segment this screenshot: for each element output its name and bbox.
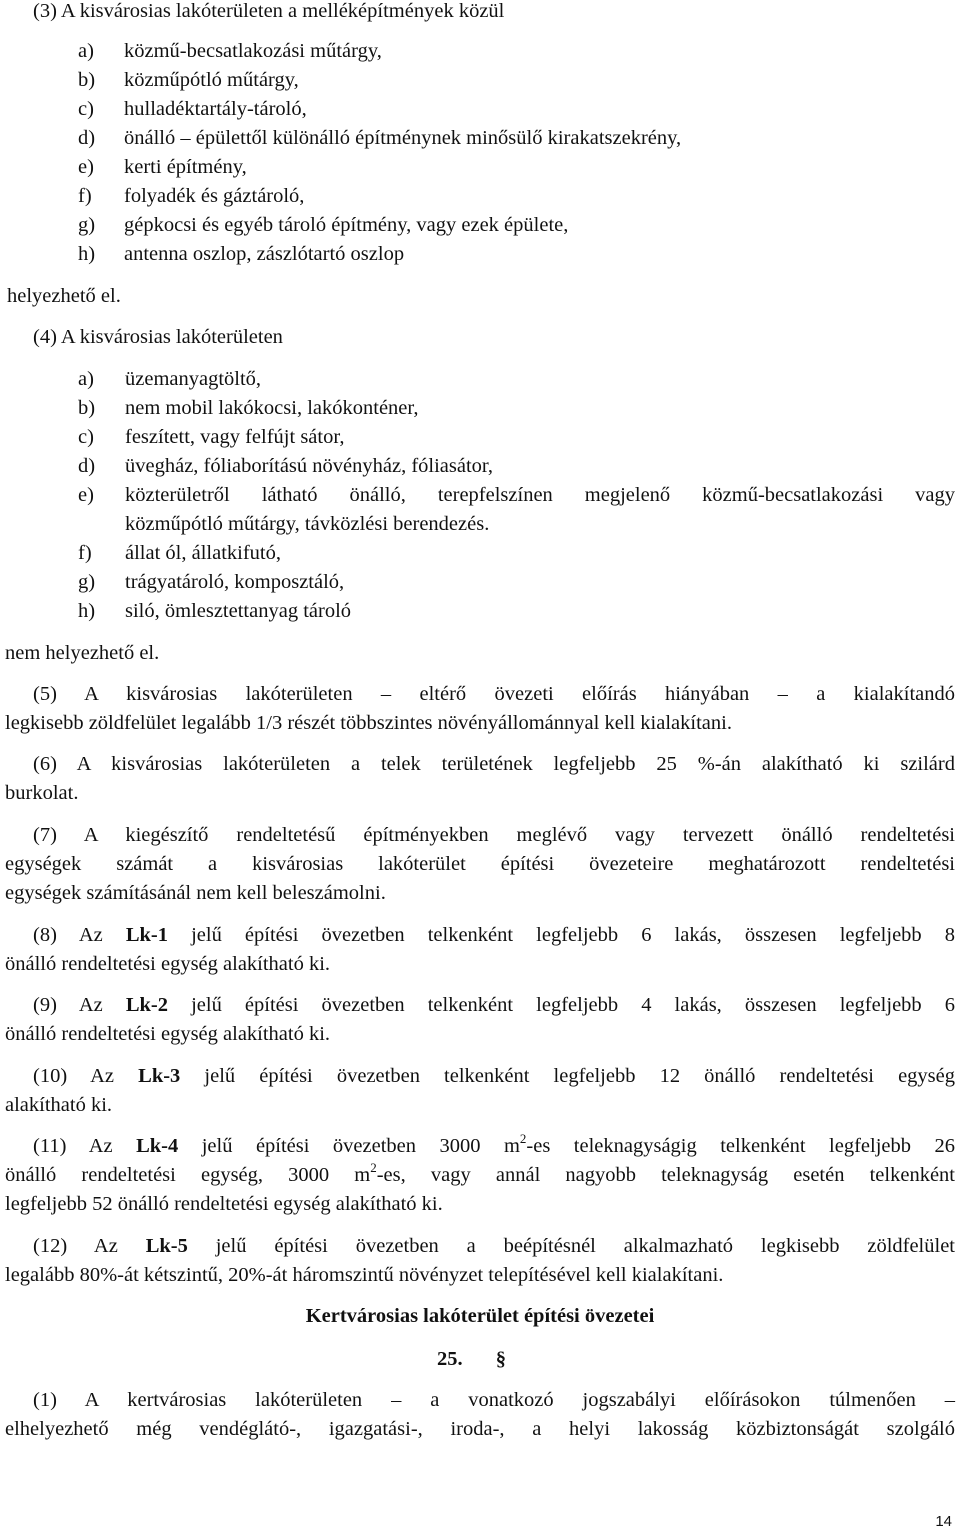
paragraph-11-rest-a: jelű építési övezetben 3000 m: [201, 1135, 520, 1157]
paragraph-12-prefix: (12) Az: [33, 1235, 118, 1257]
list-item-text: kerti építmény,: [124, 156, 247, 178]
paragraph-8-rest: jelű építési övezetben telkenként legfeljebb 6 lakás, összesen legfeljebb 8: [191, 924, 956, 946]
list-item-label: b): [78, 69, 96, 91]
paragraph-7-line-3: egységek számításánál nem kell beleszámolni.: [5, 882, 386, 904]
list-item-text: hulladéktartály-tároló,: [124, 98, 307, 120]
list-item-label: h): [78, 600, 96, 622]
list-item-text: antenna oszlop, zászlótartó oszlop: [124, 243, 405, 265]
paragraph-11-line-2-a: önálló rendeltetési egység, 3000 m: [5, 1164, 371, 1186]
list-item-text: közműpótló műtárgy,: [124, 69, 299, 91]
paragraph-9-prefix: (9) Az: [33, 994, 103, 1016]
paragraph-10-rest: jelű építési övezetben telkenként legfeljebb 12 önálló rendeltetési egység: [204, 1065, 956, 1087]
paragraph-8-prefix: (8) Az: [33, 924, 103, 946]
paragraph-7-line-2: egységek számát a kisvárosias lakóterület építési övezeteire meghatározott rendeltetési: [5, 853, 955, 875]
list-item-label: g): [78, 571, 96, 593]
paragraph-7-line-1: (7) A kiegészítő rendeltetésű építményekben meglévő vagy tervezett önálló rendeltetési: [33, 824, 955, 846]
list-item-label: e): [78, 156, 94, 178]
list-item-text: közterületről látható önálló, terepfelszínen megjelenő közmű-becsatlakozási vagy: [125, 484, 955, 506]
paragraph-10-prefix: (10) Az: [33, 1065, 115, 1087]
paragraph-12-rest: jelű építési övezetben a beépítésnél alkalmazható legkisebb zöldfelület: [215, 1235, 955, 1257]
list-item-text: feszített, vagy felfújt sátor,: [125, 426, 345, 448]
paragraph-8-line-2: önálló rendeltetési egység alakítható ki.: [5, 953, 331, 975]
paragraph-9-line-2: önálló rendeltetési egység alakítható ki.: [5, 1023, 331, 1045]
list-item-text: üzemanyagtöltő,: [125, 368, 262, 390]
list-item-label: f): [78, 542, 92, 564]
list-item-text: üvegház, fóliaborítású növényház, fóliasátor,: [125, 455, 494, 477]
list-item-label: h): [78, 243, 96, 265]
paragraph-11-line-1: [33, 1131, 955, 1158]
paragraph-25-1-line-2: elhelyezhető még vendéglátó-, igazgatási-, iroda-, a helyi lakosság közbiztonságát szolgáló: [5, 1418, 955, 1440]
paragraph-5-line-2: legkisebb zöldfelület legalább 1/3 részét többszintes növényállománnyal kell kialakítani.: [5, 712, 732, 734]
list-item-label: d): [78, 455, 96, 477]
paragraph-12-zone-code: Lk-5: [145, 1235, 188, 1257]
paragraph-10-line-1: [33, 1065, 955, 1088]
paragraph-11-rest-b: -es teleknagyságig telkenként legfeljebb 26: [526, 1135, 955, 1157]
list-item-label: f): [78, 185, 92, 207]
paragraph-9-line-1: [33, 994, 955, 1017]
paragraph-11-zone-code: Lk-4: [136, 1135, 179, 1157]
paragraph-11-line-2-b: -es, vagy annál nagyobb teleknagyság esetén telkenként: [376, 1164, 955, 1186]
list-item-text: folyadék és gáztároló,: [124, 185, 305, 207]
list-item-text: nem mobil lakókocsi, lakókonténer,: [125, 397, 419, 419]
paragraph-25-1-line-1: (1) A kertvárosias lakóterületen – a vonatkozó jogszabályi előírásokon túlmenően –: [33, 1389, 955, 1411]
section-3-heading: (3) A kisvárosias lakóterületen a melléképítmények közül: [33, 0, 505, 22]
paragraph-12-line-2: legalább 80%-át kétszintű, 20%-át háromszintű növényzet telepítésével kell kialakítani.: [5, 1264, 724, 1286]
list-item-text: közmű-becsatlakozási műtárgy,: [124, 40, 382, 62]
list-item-label: c): [78, 98, 94, 120]
list-item-label: c): [78, 426, 94, 448]
page-number: 14: [935, 1513, 952, 1530]
section-4-heading: (4) A kisvárosias lakóterületen: [33, 326, 283, 348]
list-item-label: g): [78, 214, 96, 236]
section-sign: §: [495, 1348, 506, 1370]
list-item-text: gépkocsi és egyéb tároló építmény, vagy ezek épülete,: [124, 214, 569, 236]
paragraph-11-line-3: legfeljebb 52 önálló rendeltetési egység alakítható ki.: [5, 1193, 443, 1215]
paragraph-8-line-1: [33, 924, 955, 947]
section-title: Kertvárosias lakóterület építési övezetei: [305, 1305, 655, 1327]
list-item-label: b): [78, 397, 96, 419]
section-4-closing: nem helyezhető el.: [5, 642, 160, 664]
list-item-text: állat ól, állatkifutó,: [125, 542, 281, 564]
section-number: [437, 1348, 506, 1371]
paragraph-8-zone-code: Lk-1: [125, 924, 169, 946]
paragraph-6-line-1: (6) A kisvárosias lakóterületen a telek területének legfeljebb 25 %-án alakítható ki szilárd: [33, 753, 955, 775]
paragraph-6-line-2: burkolat.: [5, 782, 79, 804]
paragraph-9-zone-code: Lk-2: [125, 994, 169, 1016]
list-item-label: d): [78, 127, 96, 149]
section-number-value: 25.: [437, 1348, 463, 1370]
list-item-text: trágyatároló, komposztáló,: [125, 571, 345, 593]
paragraph-11-line-2: [5, 1160, 955, 1187]
list-item-label: a): [78, 368, 94, 390]
section-3-closing: helyezhető el.: [7, 285, 121, 307]
paragraph-11-superscript: 2: [519, 1131, 527, 1146]
list-item-text: közműpótló műtárgy, távközlési berendezés.: [125, 513, 490, 535]
list-item-label: e): [78, 484, 94, 506]
paragraph-10-line-2: alakítható ki.: [5, 1094, 113, 1116]
paragraph-11-line-2-superscript: 2: [370, 1160, 377, 1175]
list-item-text: önálló – épülettől különálló építménynek minősülő kirakatszekrény,: [124, 127, 682, 149]
paragraph-12-line-1: [33, 1235, 955, 1258]
paragraph-10-zone-code: Lk-3: [138, 1065, 181, 1087]
list-item-text: siló, ömlesztettanyag tároló: [125, 600, 352, 622]
paragraph-5-line-1: (5) A kisvárosias lakóterületen – eltérő övezeti előírás hiányában – a kialakítandó: [33, 683, 955, 705]
paragraph-11-prefix: (11) Az: [33, 1135, 113, 1157]
list-item-label: a): [78, 40, 94, 62]
paragraph-9-rest: jelű építési övezetben telkenként legfeljebb 4 lakás, összesen legfeljebb 6: [191, 994, 956, 1016]
